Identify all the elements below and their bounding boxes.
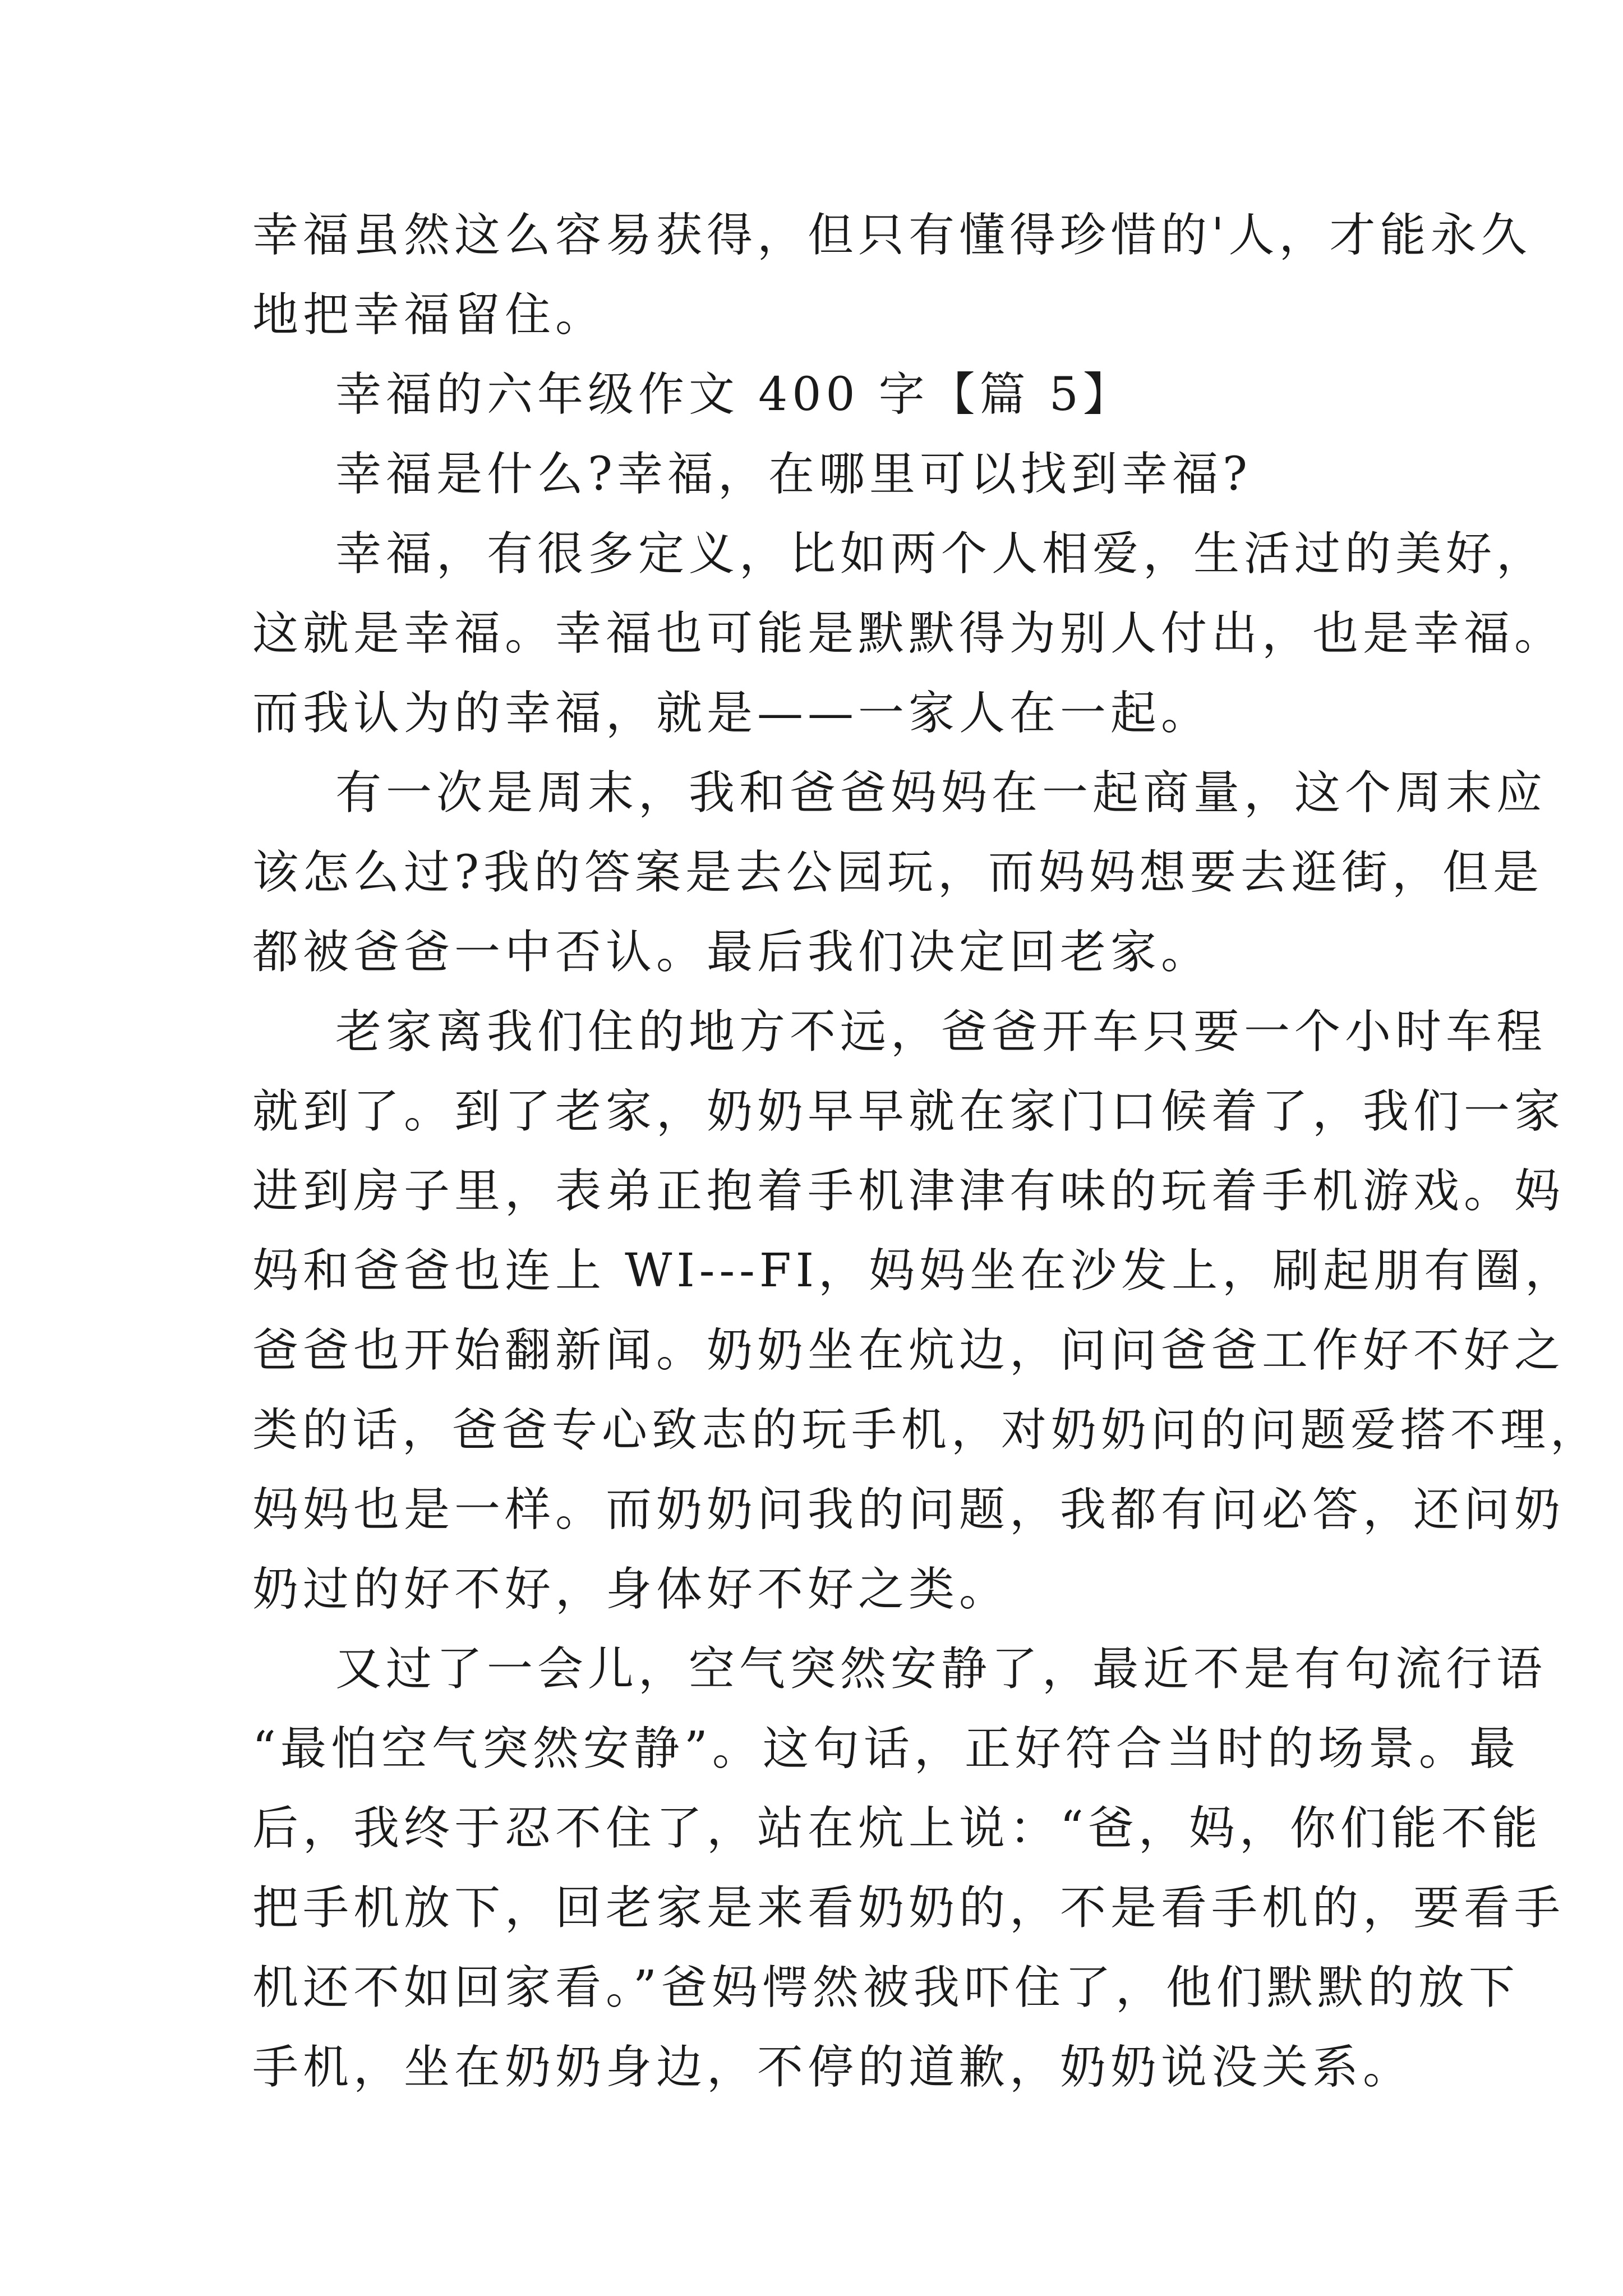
paragraph-line: 该怎么过?我的答案是去公园玩，而妈妈想要去逛街，但是	[252, 846, 1543, 899]
paragraph-line: 机还不如回家看。”爸妈愕然被我吓住了，他们默默的放下	[252, 1961, 1519, 2014]
paragraph-line: 老家离我们住的地方不远，爸爸开车只要一个小时车程	[335, 1005, 1547, 1059]
paragraph-line: 有一次是周末，我和爸爸妈妈在一起商量，这个周末应	[335, 766, 1547, 820]
paragraph-line: 这就是幸福。幸福也可能是默默得为别人付出，也是幸福。	[252, 607, 1565, 660]
paragraph-line: 而我认为的幸福，就是——一家人在一起。	[252, 687, 1212, 740]
paragraph-line: 幸福是什么?幸福，在哪里可以找到幸福?	[335, 448, 1252, 501]
paragraph-line: 地把幸福留住。	[252, 288, 606, 342]
paragraph-line: 奶过的好不好，身体好不好之类。	[252, 1563, 1010, 1616]
paragraph-line: 把手机放下，回老家是来看奶奶的，不是看手机的，要看手	[252, 1881, 1565, 1935]
paragraph-line: 后，我终于忍不住了，站在炕上说：“爸，妈，你们能不能	[252, 1802, 1542, 1855]
paragraph-line: 手机，坐在奶奶身边，不停的道歉，奶奶说没关系。	[252, 2041, 1414, 2094]
paragraph-line: 幸福，有很多定义，比如两个人相爱，生活过的美好，	[335, 527, 1547, 581]
paragraph-line: 就到了。到了老家，奶奶早早就在家门口候着了，我们一家	[252, 1085, 1565, 1138]
paragraph-line: 都被爸爸一中否认。最后我们决定回老家。	[252, 926, 1212, 979]
paragraph-line: 幸福虽然这么容易获得，但只有懂得珍惜的'人，才能永久	[252, 209, 1532, 262]
paragraph-line: 爸爸也开始翻新闻。奶奶坐在炕边，问问爸爸工作好不好之	[252, 1324, 1565, 1377]
paragraph-line: “最怕空气突然安静”。这句话，正好符合当时的场景。最	[252, 1722, 1520, 1775]
paragraph-line: 类的话，爸爸专心致志的玩手机，对奶奶问的问题爱搭不理，	[252, 1404, 1601, 1457]
paragraph-line: 又过了一会儿，空气突然安静了，最近不是有句流行语	[335, 1642, 1547, 1696]
paragraph-line: 妈妈也是一样。而奶奶问我的问题，我都有问必答，还问奶	[252, 1483, 1565, 1536]
section-heading: 幸福的六年级作文 400 字【篇 5】	[335, 368, 1133, 421]
paragraph-line: 进到房子里，表弟正抱着手机津津有味的玩着手机游戏。妈	[252, 1165, 1565, 1218]
paragraph-line: 妈和爸爸也连上 WI---FI，妈妈坐在沙发上，刷起朋有圈，	[252, 1244, 1576, 1297]
